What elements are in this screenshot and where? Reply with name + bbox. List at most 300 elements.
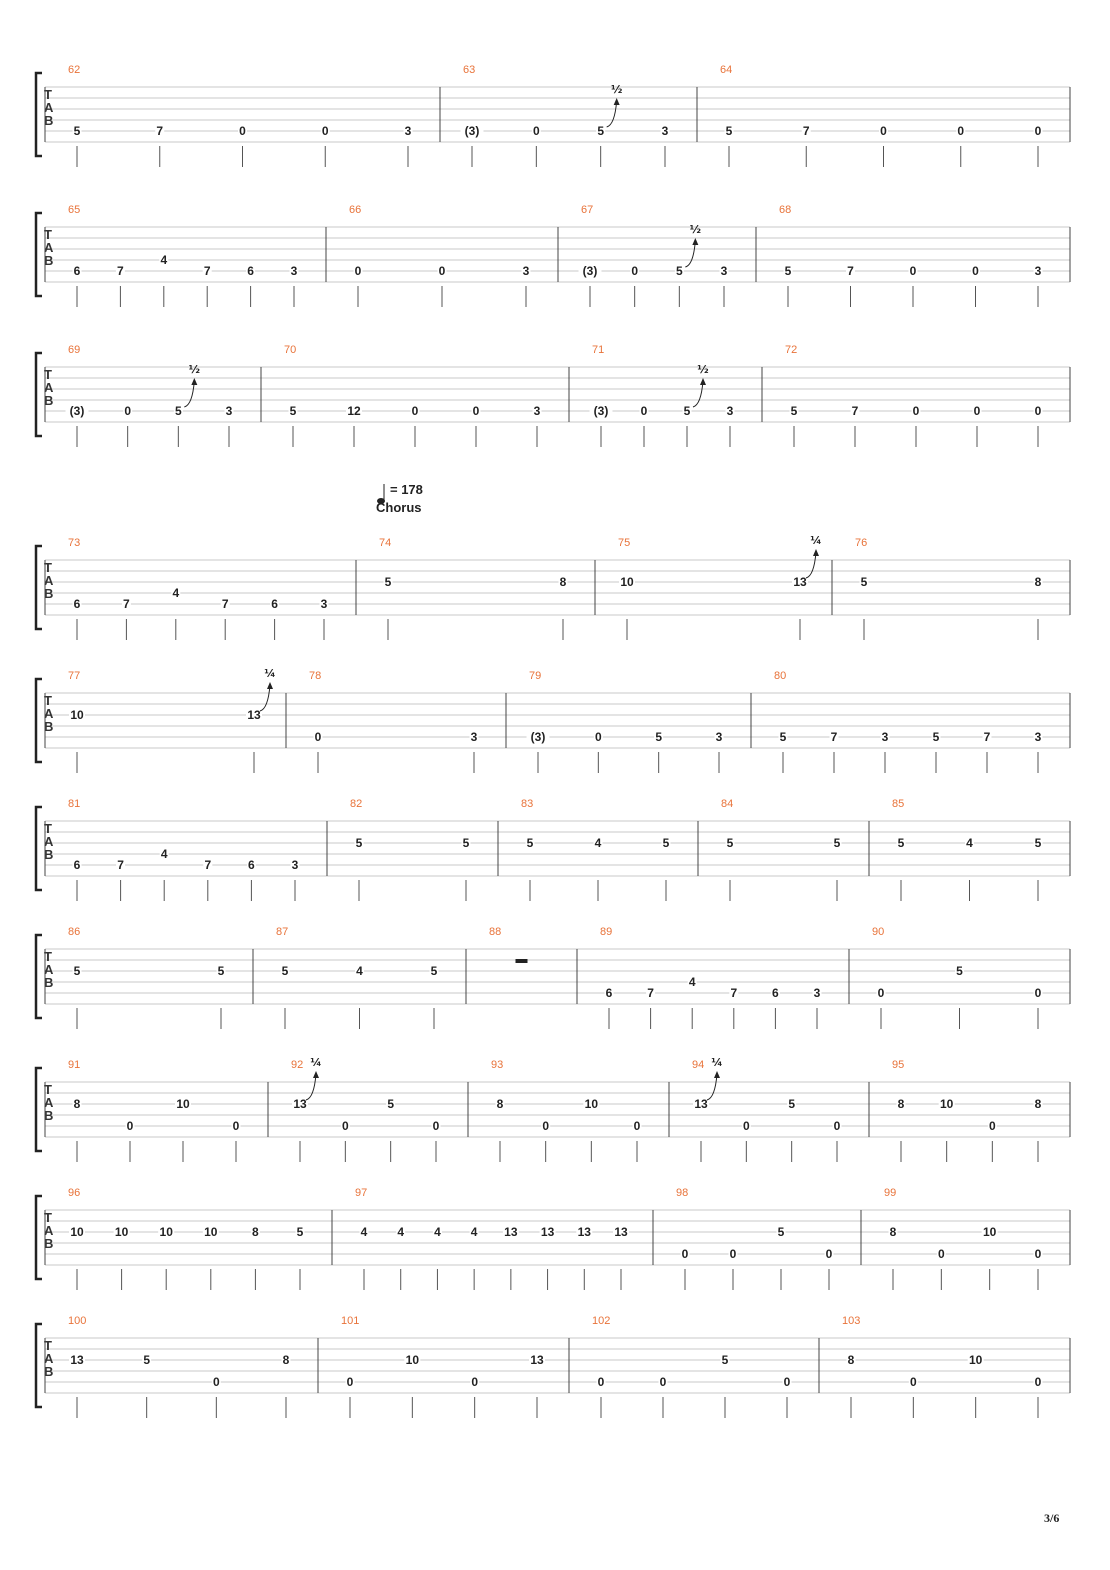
staff-bracket: [36, 353, 42, 436]
tab-note: [909, 1375, 918, 1418]
bend-amount: ¼: [264, 667, 276, 680]
tab-note: [654, 730, 663, 773]
measure: [276, 926, 439, 1029]
tab-note: [721, 1353, 730, 1418]
tab-note: [123, 404, 132, 447]
fret-number: 6: [247, 264, 254, 278]
fret-number: 0: [909, 264, 917, 278]
fret-number: 7: [123, 597, 130, 611]
tab-note: [889, 1225, 898, 1290]
tab-note: [290, 264, 299, 307]
fret-number: 7: [983, 730, 991, 744]
tab-staff: [36, 926, 1070, 1029]
tab-note: [522, 264, 531, 307]
tab-note: [777, 1225, 786, 1290]
staves-container: [36, 64, 1070, 1418]
tab-note: [404, 1353, 420, 1418]
tab-note: [496, 1097, 505, 1162]
measure: [600, 926, 822, 1029]
tab-note: [158, 1225, 174, 1290]
fret-number: 13: [293, 1097, 307, 1111]
tab-note: [296, 1225, 305, 1290]
tab-note: [291, 858, 300, 901]
tab-note: [73, 1097, 82, 1162]
fret-number: 0: [825, 1247, 833, 1261]
fret-number: 0: [912, 404, 920, 418]
fret-number: 0: [973, 404, 981, 418]
fret-number: 4: [397, 1225, 405, 1239]
staff-bracket: [36, 807, 42, 890]
measure-number: 99: [884, 1187, 897, 1199]
tab-note: [594, 730, 603, 773]
fret-number: 8: [559, 575, 567, 589]
tab-note: [846, 264, 855, 307]
tab-note: [66, 404, 89, 447]
fret-number: (3): [530, 730, 546, 744]
tab-note: [503, 1225, 519, 1290]
tab-note: [579, 264, 602, 307]
fret-number: 5: [956, 964, 963, 978]
tab-note: [1034, 264, 1043, 307]
tab-note: [783, 1375, 792, 1418]
tab-clef-letter: T: [44, 1338, 52, 1353]
tab-clef-letter: B: [44, 719, 54, 734]
tab-note: [159, 253, 168, 307]
tab-clef-letter: B: [44, 586, 54, 601]
fret-number: 5: [355, 836, 363, 850]
fret-number: 0: [438, 264, 446, 278]
fret-number: 8: [897, 1097, 905, 1111]
fret-number: 3: [715, 730, 723, 744]
tab-note: [411, 404, 420, 447]
measure-number: 78: [309, 670, 322, 682]
fret-number: 13: [530, 1353, 544, 1367]
fret-number: 0: [126, 1119, 134, 1133]
tab-note: [559, 575, 568, 640]
fret-number: 5: [726, 836, 734, 850]
fret-number: 13: [694, 1097, 708, 1111]
tab-note: [659, 1375, 668, 1418]
fret-number: 0: [314, 730, 322, 744]
tab-note: [73, 858, 82, 901]
tab-note: [386, 1097, 395, 1162]
fret-number: 3: [813, 986, 821, 1000]
measure-number: 68: [779, 204, 792, 216]
fret-number: 6: [73, 597, 81, 611]
measure: [68, 64, 413, 167]
tab-note: [238, 124, 247, 167]
tab-note: [430, 964, 439, 1029]
fret-number: 4: [356, 964, 363, 978]
fret-number: 4: [966, 836, 973, 850]
fret-number: 0: [729, 1247, 737, 1261]
fret-number: 4: [160, 847, 168, 861]
fret-number: (3): [593, 404, 609, 418]
tab-note: [583, 1097, 599, 1162]
tab-note: [851, 404, 860, 447]
tab-note: [246, 667, 276, 773]
tab-note: [292, 1056, 322, 1162]
tab-note: [470, 1375, 479, 1418]
tab-note: [225, 404, 234, 447]
measure-number: 70: [284, 344, 297, 356]
tab-note: [939, 1097, 955, 1162]
fret-number: 10: [114, 1225, 129, 1239]
measure: [720, 64, 1043, 167]
tab-note: [787, 1097, 796, 1162]
fret-number: 0: [411, 404, 419, 418]
fret-number: 5: [597, 124, 605, 138]
fret-number: 12: [347, 404, 361, 418]
tab-note: [174, 363, 200, 447]
measure-number: 100: [68, 1315, 87, 1327]
tab-staff: [36, 1315, 1070, 1418]
page-number: 3/6: [1044, 1511, 1060, 1525]
fret-number: 0: [937, 1247, 945, 1261]
fret-number: 6: [73, 264, 81, 278]
fret-number: 4: [594, 836, 602, 850]
fret-number: 6: [73, 858, 81, 872]
tab-note: [126, 1119, 135, 1162]
tab-note: [784, 264, 793, 307]
tab-note: [971, 264, 980, 307]
fret-number: 5: [281, 964, 289, 978]
tab-note: [73, 264, 82, 307]
tab-note: [247, 858, 256, 901]
tab-note: [73, 124, 82, 167]
tab-note: [661, 124, 670, 167]
fret-number: 5: [790, 404, 798, 418]
tab-note: [726, 404, 735, 447]
tab-staff: [36, 798, 1070, 901]
tab-clef-letter: T: [44, 949, 52, 964]
fret-number: 7: [221, 597, 229, 611]
staff-bracket: [36, 546, 42, 629]
fret-number: 6: [605, 986, 613, 1000]
fret-number: 10: [176, 1097, 190, 1111]
fret-number: 5: [384, 575, 392, 589]
tab-note: [532, 124, 541, 167]
measure: [676, 1187, 834, 1290]
tab-clef-letter: T: [44, 87, 52, 102]
measure: [842, 1315, 1043, 1418]
fret-number: 7: [203, 264, 211, 278]
fret-number: 8: [252, 1225, 259, 1239]
tab-clef-letter: A: [44, 1351, 54, 1366]
tab-note: [983, 730, 992, 773]
fret-number: 8: [1034, 575, 1042, 589]
fret-number: 0: [542, 1119, 550, 1133]
fret-number: 0: [972, 264, 979, 278]
fret-number: 5: [430, 964, 438, 978]
tab-note: [203, 858, 212, 901]
tab-note: [968, 1353, 984, 1418]
tab-note: [879, 124, 888, 167]
tab-note: [825, 1247, 834, 1290]
fret-number: 0: [472, 404, 480, 418]
tab-note: [813, 986, 822, 1029]
fret-number: 10: [204, 1225, 218, 1239]
fret-number: 3: [291, 858, 299, 872]
tab-note: [470, 1225, 479, 1290]
tab-note: [69, 708, 85, 773]
tab-note: [613, 1225, 629, 1290]
tab-note: [909, 264, 918, 307]
fret-number: 5: [897, 836, 905, 850]
measure: [527, 670, 724, 773]
measure-number: 94: [692, 1059, 705, 1071]
fret-number: 0: [532, 124, 540, 138]
fret-number: 0: [354, 264, 362, 278]
tab-note: [596, 83, 622, 167]
staff-bracket: [36, 1324, 42, 1407]
measure-number: 76: [855, 537, 868, 549]
fret-number: 0: [633, 1119, 641, 1133]
bend-amount: ¼: [310, 1056, 322, 1069]
fret-number: 5: [289, 404, 297, 418]
bend-arrow-icon: [813, 549, 819, 556]
tab-note: [1034, 986, 1043, 1029]
measure: [355, 1187, 629, 1290]
measure: [68, 926, 226, 1029]
tab-note: [965, 836, 974, 901]
fret-number: 0: [988, 1119, 996, 1133]
tab-note: [605, 986, 614, 1029]
measure-number: 88: [489, 926, 502, 938]
fret-number: 13: [70, 1353, 84, 1367]
measure: [489, 926, 528, 963]
fret-number: 3: [720, 264, 728, 278]
measure: [692, 1056, 842, 1162]
measure: [68, 537, 329, 640]
tab-note: [217, 964, 226, 1029]
measure: [68, 667, 276, 773]
measure: [68, 204, 299, 307]
tab-note: [1034, 836, 1043, 901]
measure: [579, 204, 729, 307]
measure-number: 84: [721, 798, 734, 810]
fret-number: 3: [404, 124, 412, 138]
fret-number: (3): [582, 264, 598, 278]
fret-number: 6: [248, 858, 255, 872]
tab-note: [221, 597, 230, 640]
tab-note: [472, 404, 481, 447]
fret-number: 3: [522, 264, 530, 278]
tab-note: [527, 730, 550, 773]
fret-number: 8: [496, 1097, 504, 1111]
bend-amount: ½: [689, 223, 702, 236]
fret-number: 5: [1034, 836, 1042, 850]
tab-staff: [36, 64, 1070, 167]
fret-number: 0: [957, 124, 965, 138]
tab-note: [384, 575, 393, 640]
fret-number: 10: [70, 708, 84, 722]
staff-bracket: [36, 213, 42, 296]
tab-note: [725, 124, 734, 167]
staff-bracket: [36, 73, 42, 156]
fret-number: 5: [217, 964, 225, 978]
tab-clef-letter: T: [44, 367, 52, 382]
tab-note: [529, 1353, 545, 1418]
measure: [884, 1187, 1043, 1290]
tab-note: [771, 986, 780, 1029]
fret-number: 7: [802, 124, 810, 138]
fret-number: 6: [772, 986, 779, 1000]
tab-note: [116, 264, 125, 307]
tab-note: [779, 730, 788, 773]
fret-number: 0: [783, 1375, 791, 1389]
fret-number: 0: [432, 1119, 440, 1133]
tab-note: [341, 1119, 350, 1162]
bend-amount: ½: [188, 363, 201, 376]
fret-number: 0: [594, 730, 602, 744]
tab-note: [320, 597, 329, 640]
measure-number: 87: [276, 926, 289, 938]
measure: [68, 1187, 305, 1290]
measure-number: 75: [618, 537, 631, 549]
fret-number: 3: [225, 404, 233, 418]
fret-number: 5: [296, 1225, 304, 1239]
fret-number: 13: [540, 1225, 555, 1239]
fret-number: 0: [1034, 1247, 1042, 1261]
fret-number: 8: [889, 1225, 897, 1239]
fret-number: 4: [172, 586, 180, 600]
measure-number: 66: [349, 204, 362, 216]
staff-bracket: [36, 1068, 42, 1151]
tab-note: [881, 730, 890, 773]
measure-number: 83: [521, 798, 534, 810]
measure-number: 74: [379, 537, 392, 549]
measure-number: 64: [720, 64, 733, 76]
fret-number: 5: [683, 404, 691, 418]
tab-note: [956, 124, 965, 167]
tab-clef-letter: T: [44, 560, 52, 575]
fret-number: 10: [405, 1353, 420, 1367]
measure: [521, 798, 671, 901]
fret-number: 3: [290, 264, 298, 278]
tab-note: [404, 124, 413, 167]
fret-number: 7: [117, 858, 124, 872]
fret-number: 0: [631, 264, 639, 278]
measure-number: 91: [68, 1059, 81, 1071]
fret-number: 0: [659, 1375, 667, 1389]
tab-note: [729, 1247, 738, 1290]
fret-number: 4: [360, 1225, 368, 1239]
tab-note: [847, 1353, 856, 1418]
measure-number: 79: [529, 670, 542, 682]
tab-note: [354, 264, 363, 307]
tab-clef-letter: A: [44, 834, 54, 849]
fret-number: 0: [341, 1119, 349, 1133]
tab-note: [792, 534, 822, 640]
measure: [350, 798, 471, 901]
tab-clef-letter: A: [44, 1223, 54, 1238]
tab-note: [282, 1353, 291, 1418]
fret-number: 0: [640, 404, 648, 418]
measure-number: 63: [463, 64, 476, 76]
fret-number: 8: [282, 1353, 290, 1367]
measure: [491, 1059, 642, 1162]
measure: [872, 926, 1043, 1029]
measure: [291, 1056, 441, 1162]
fret-number: 3: [1034, 264, 1042, 278]
measure-number: 80: [774, 670, 787, 682]
fret-number: 4: [160, 253, 168, 267]
measure-number: 73: [68, 537, 81, 549]
tab-clef-letter: T: [44, 693, 52, 708]
tab-note: [973, 404, 982, 447]
tab-clef-letter: A: [44, 962, 54, 977]
tab-note: [688, 975, 697, 1029]
fret-number: 8: [73, 1097, 81, 1111]
measure: [855, 537, 1043, 640]
section-marker-chorus: Chorus: [376, 500, 422, 515]
fret-number: 7: [847, 264, 854, 278]
fret-number: 0: [212, 1375, 220, 1389]
bend-arrow-icon: [700, 378, 706, 385]
fret-number: 0: [1034, 404, 1042, 418]
tab-note: [1034, 1247, 1043, 1290]
tab-note: [1034, 1375, 1043, 1418]
measure: [618, 534, 822, 640]
fret-number: 7: [647, 986, 654, 1000]
tab-note: [122, 597, 131, 640]
tab-clef-letter: B: [44, 1236, 54, 1251]
measure: [461, 64, 670, 167]
tab-note: [912, 404, 921, 447]
tab-note: [533, 404, 542, 447]
fret-number: 5: [833, 836, 841, 850]
fret-number: 8: [1034, 1097, 1042, 1111]
fret-number: 0: [321, 124, 329, 138]
fret-number: 5: [73, 124, 81, 138]
tab-note: [346, 1375, 355, 1418]
bend-amount: ¼: [810, 534, 822, 547]
fret-number: 13: [614, 1225, 628, 1239]
measure-number: 82: [350, 798, 363, 810]
fret-number: 5: [784, 264, 792, 278]
tab-note: [1034, 404, 1043, 447]
fret-number: 5: [387, 1097, 395, 1111]
tab-note: [321, 124, 330, 167]
tab-clef-letter: B: [44, 847, 54, 862]
staff-bracket: [36, 1196, 42, 1279]
tab-note: [683, 363, 709, 447]
tab-note: [540, 1225, 556, 1290]
tab-note: [640, 404, 649, 447]
tab-staff: [36, 1056, 1070, 1162]
tab-clef-letter: A: [44, 380, 54, 395]
tab-note: [69, 1225, 85, 1290]
tab-note: [114, 1225, 130, 1290]
tab-staff: [36, 667, 1070, 773]
fret-number: 3: [726, 404, 734, 418]
fret-number: 5: [777, 1225, 785, 1239]
tab-note: [396, 1225, 405, 1290]
fret-number: 6: [271, 597, 278, 611]
tab-clef-letter: A: [44, 100, 54, 115]
fret-number: 0: [124, 404, 132, 418]
tab-note: [346, 404, 362, 447]
fret-number: 0: [239, 124, 246, 138]
measure: [785, 344, 1043, 447]
fret-number: 5: [675, 264, 683, 278]
measure: [68, 1315, 291, 1418]
tab-note: [597, 1375, 606, 1418]
tab-note: [1034, 575, 1043, 640]
tab-note: [541, 1119, 550, 1162]
tab-note: [171, 586, 180, 640]
